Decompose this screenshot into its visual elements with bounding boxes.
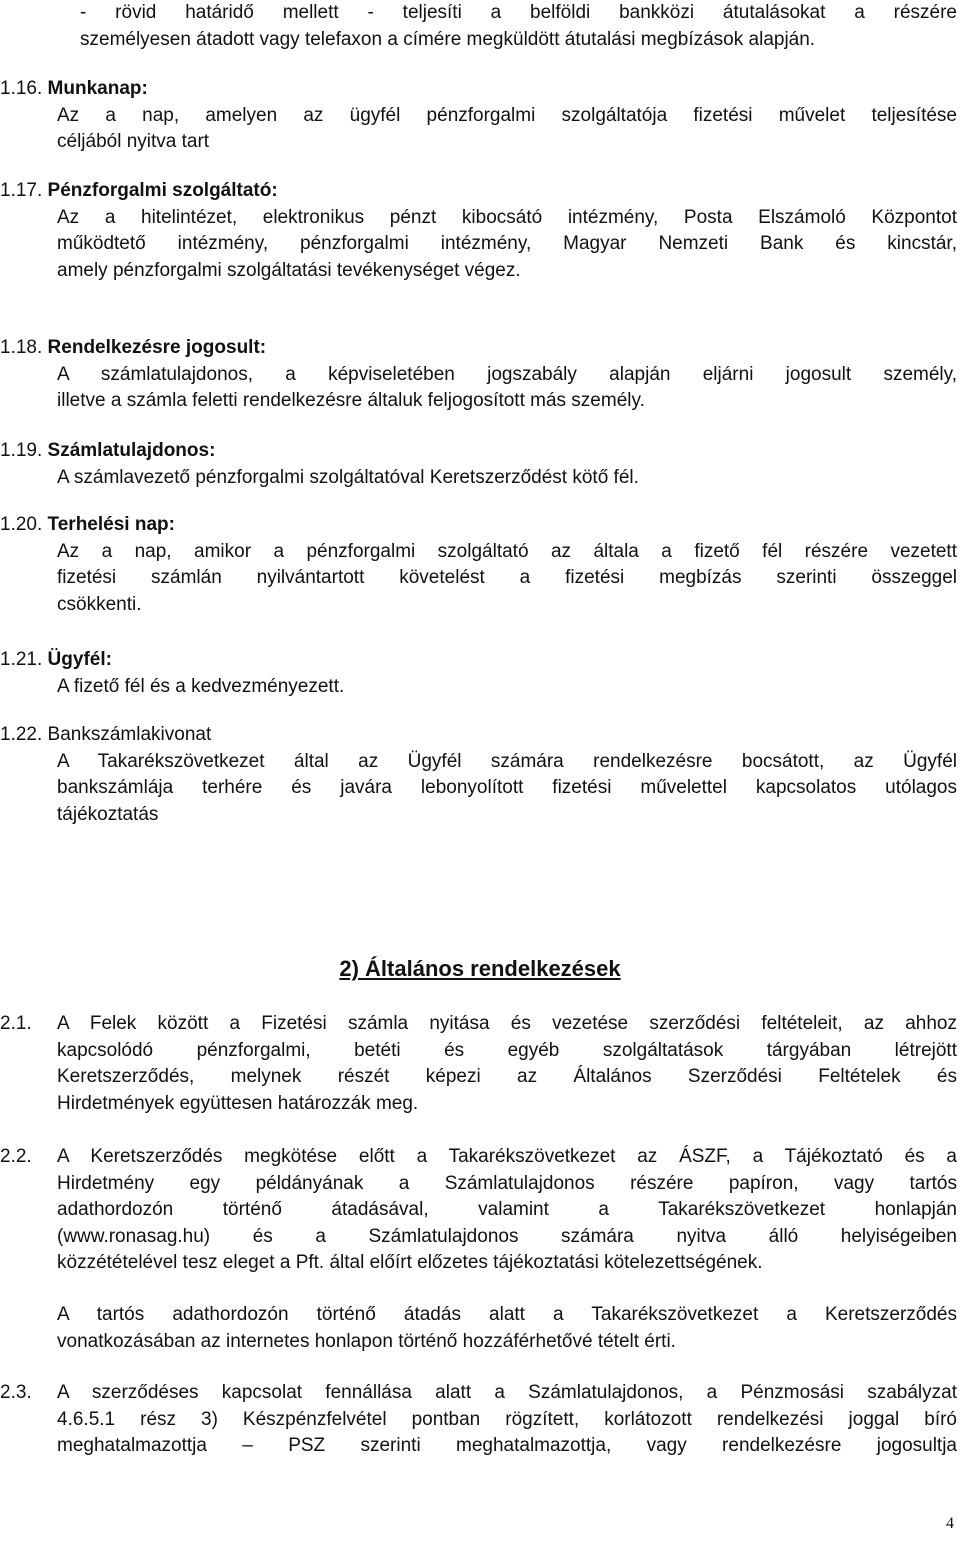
paragraph-2-2 [0,1144,957,1277]
definition-number: 1.21. [0,649,43,670]
definition-heading [0,722,900,749]
definition-line: amely pénzforgalmi szolgáltatási tevékenységet végez. [57,259,521,281]
definition-line: A Takarékszövetkezet által az Ügyfél számára rendelkezésre bocsátott, az Ügyfél [57,750,957,772]
definition-title: Számlatulajdonos: [47,440,216,461]
paragraph-number: 2.2. [0,1146,32,1167]
definition-number: 1.16. [0,78,43,99]
paragraph-line: Keretszerződés, melynek részét képezi az Általános Szerződési Feltételek és [57,1066,957,1087]
definition-1-17 [0,178,957,284]
definition-number: 1.18. [0,337,43,358]
definition-number: 1.20. [0,514,43,535]
paragraph-line: adathordozón történő átadásával, valamint a Takarékszövetkezet honlapján [57,1199,957,1220]
paragraph-line: A szerződéses kapcsolat fennállása alatt a Számlatulajdonos, a Pénzmosási szabályzat [57,1382,957,1403]
paragraph-2-3 [0,1380,957,1460]
definition-heading [0,76,900,103]
definition-line: Az a hitelintézet, elektronikus pénzt kibocsátó intézmény, Posta Elszámoló Központot [57,206,957,228]
definition-1-21 [0,647,957,700]
definition-line: bankszámlája terhére és javára lebonyolított fizetési művelettel kapcsolatos utólagos [57,777,957,798]
paragraph-line: Hirdetmények együttesen határozzák meg. [57,1092,419,1114]
definition-line: A számlavezető pénzforgalmi szolgáltatóval Keretszerződést kötő fél. [57,466,639,488]
section-title: 2) Általános rendelkezések [339,956,621,981]
definition-title: Pénzforgalmi szolgáltató: [47,180,278,201]
paragraph-2-1 [0,1011,957,1117]
definition-1-20 [0,512,957,618]
definition-line: A fizető fél és a kedvezményezett. [57,675,345,697]
definition-1-18 [0,335,957,415]
definition-line: Az a nap, amikor a pénzforgalmi szolgáltató az általa a fizető fél részére vezetett [57,540,957,562]
definition-line: Az a nap, amelyen az ügyfél pénzforgalmi szolgáltatója fizetési művelet teljesítése [57,104,957,126]
paragraph-line: A Felek között a Fizetési számla nyitása és vezetése szerződési feltételeit, az ahhoz [57,1013,957,1034]
paragraph-line: (www.ronasag.hu) és a Számlatulajdonos számára nyitva álló helyiségeiben [57,1225,957,1247]
definition-heading [0,178,900,205]
paragraph-line: kapcsolódó pénzforgalmi, betéti és egyéb szolgáltatások tárgyában létrejött [57,1039,957,1061]
paragraph-line: A tartós adathordozón történő átadás alatt a Takarékszövetkezet a Keretszerződés [57,1304,957,1325]
definition-line: fizetési számlán nyilvántartott követelést a fizetési megbízás szerinti összeggel [57,567,957,588]
page-number: 4 [946,1515,954,1532]
definition-line: csökkenti. [57,593,142,615]
intro-line: - rövid határidő mellett - teljesíti a belföldi bankközi átutalásokat a részére [80,2,957,23]
definition-heading [0,438,900,465]
definition-line: működtető intézmény, pénzforgalmi intézmény, Magyar Nemzeti Bank és kincstár, [57,233,957,254]
definition-number: 1.17. [0,180,43,201]
definition-heading [0,647,900,674]
intro-paragraph-cont [80,27,957,54]
definition-title: Rendelkezésre jogosult: [47,337,267,358]
paragraph-number: 2.1. [0,1013,32,1034]
definition-1-22 [0,722,957,828]
paragraph-line: Hirdetmény egy példányának a Számlatulajdonos részére papíron, vagy tartós [57,1172,957,1194]
paragraph-line: 4.6.5.1 rész 3) Készpénzfelvétel pontban rögzített, korlátozott rendelkezési joggal bíró [57,1408,957,1430]
definition-title: Bankszámlakivonat [47,724,212,745]
definition-title: Terhelési nap: [47,514,175,535]
definition-line: céljából nyitva tart [57,131,210,152]
definition-title: Munkanap: [47,78,148,99]
paragraph-line: vonatkozásában az internetes honlapon történő hozzáférhetővé tételt érti. [57,1330,676,1352]
definition-1-16 [0,76,957,156]
paragraph-number: 2.3. [0,1382,32,1403]
definition-line: illetve a számla feletti rendelkezésre általuk feljogosított más személy. [57,390,645,411]
paragraph-2-2-cont [57,1302,957,1355]
intro-paragraph [80,0,957,27]
paragraph-line: közzétételével tesz eleget a Pft. által előírt előzetes tájékoztatási kötelezettségének. [57,1252,763,1273]
definition-heading [0,512,900,539]
definition-heading [0,335,900,362]
definition-number: 1.22. [0,724,43,745]
definition-line: A számlatulajdonos, a képviseletében jogszabály alapján eljárni jogosult személy, [57,363,957,385]
definition-1-19 [0,438,957,491]
definition-title: Ügyfél: [47,649,112,670]
paragraph-line: meghatalmazottja – PSZ szerinti meghatalmazottja, vagy rendelkezésre jogosultja [57,1435,957,1456]
definition-number: 1.19. [0,440,43,461]
intro-line: személyesen átadott vagy telefaxon a címére megküldött átutalási megbízások alapján. [80,28,816,50]
paragraph-line: A Keretszerződés megkötése előtt a Takarékszövetkezet az ÁSZF, a Tájékoztató és a [57,1146,957,1167]
definition-line: tájékoztatás [57,803,159,825]
